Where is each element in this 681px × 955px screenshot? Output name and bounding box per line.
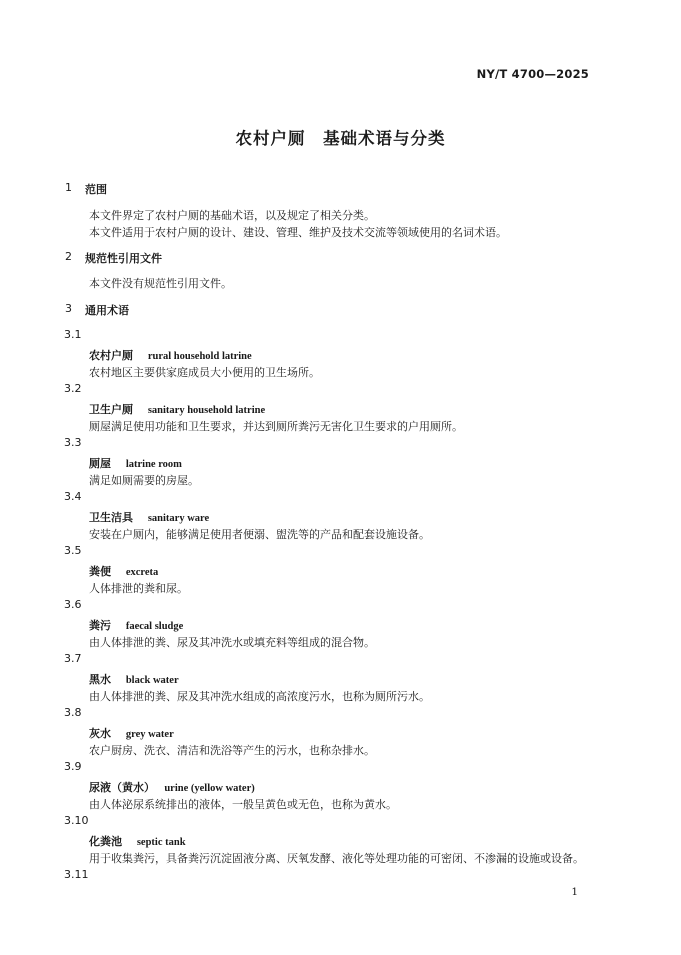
term-entry bbox=[89, 617, 183, 633]
term-number: 3.1 bbox=[64, 328, 82, 341]
term-definition: 由人体泌尿系统排出的液体，一般呈黄色或无色，也称为黄水。 bbox=[89, 798, 397, 811]
term-number: 3.9 bbox=[64, 760, 82, 773]
term-english: sanitary ware bbox=[147, 513, 210, 524]
term-number: 3.10 bbox=[64, 814, 89, 827]
term-entry bbox=[89, 671, 179, 687]
term-entry bbox=[89, 725, 174, 741]
term-definition: 满足如厕需要的房屋。 bbox=[89, 474, 199, 487]
term-entry bbox=[89, 401, 265, 417]
term-number: 3.4 bbox=[64, 490, 82, 503]
term-english: rural household latrine bbox=[147, 351, 252, 362]
term-english: urine (yellow water) bbox=[164, 783, 255, 794]
term-chinese: 卫生洁具 bbox=[89, 511, 133, 524]
term-number: 3.3 bbox=[64, 436, 82, 449]
document-code: NY/T 4700—2025 bbox=[476, 67, 589, 81]
term-entry bbox=[89, 347, 252, 363]
term-entry bbox=[89, 833, 186, 849]
term-definition: 由人体排泄的粪、尿及其冲洗水组成的高浓度污水，也称为厕所污水。 bbox=[89, 690, 430, 703]
term-english: grey water bbox=[125, 729, 174, 740]
term-number: 3.5 bbox=[64, 544, 82, 557]
term-definition: 农户厨房、洗衣、清洁和洗浴等产生的污水，也称杂排水。 bbox=[89, 744, 375, 757]
section-title: 通用术语 bbox=[85, 304, 129, 317]
term-number: 3.8 bbox=[64, 706, 82, 719]
term-definition: 用于收集粪污，具备粪污沉淀固液分离、厌氧发酵、液化等处理功能的可密闭、不渗漏的设施或设备。 bbox=[89, 852, 584, 865]
term-number: 3.2 bbox=[64, 382, 82, 395]
term-number: 3.6 bbox=[64, 598, 82, 611]
section-number: 3 bbox=[65, 302, 72, 315]
term-english: excreta bbox=[125, 567, 159, 578]
section-number: 1 bbox=[65, 181, 72, 194]
term-definition: 人体排泄的粪和尿。 bbox=[89, 582, 188, 595]
term-chinese: 厕屋 bbox=[89, 457, 111, 470]
term-entry bbox=[89, 455, 182, 471]
term-english: septic tank bbox=[136, 837, 186, 848]
term-chinese: 卫生户厕 bbox=[89, 403, 133, 416]
term-chinese: 化粪池 bbox=[89, 835, 122, 848]
term-definition: 由人体排泄的粪、尿及其冲洗水或填充料等组成的混合物。 bbox=[89, 636, 375, 649]
term-entry bbox=[89, 779, 255, 795]
term-entry bbox=[89, 509, 209, 525]
term-english: latrine room bbox=[125, 459, 182, 470]
term-definition: 安装在户厕内，能够满足使用者便溺、盥洗等的产品和配套设施设备。 bbox=[89, 528, 430, 541]
paragraph: 本文件没有规范性引用文件。 bbox=[89, 277, 232, 290]
paragraph: 本文件界定了农村户厕的基础术语，以及规定了相关分类。 bbox=[89, 209, 375, 222]
term-definition: 厕屋满足使用功能和卫生要求，并达到厕所粪污无害化卫生要求的户用厕所。 bbox=[89, 420, 463, 433]
section-title: 规范性引用文件 bbox=[85, 252, 162, 265]
term-chinese: 尿液（黄水） bbox=[89, 781, 150, 794]
term-chinese: 粪便 bbox=[89, 565, 111, 578]
section-number: 2 bbox=[65, 250, 72, 263]
term-entry bbox=[89, 563, 158, 579]
term-chinese: 粪污 bbox=[89, 619, 111, 632]
document-title: 农村户厕 基础术语与分类 bbox=[235, 129, 446, 148]
term-chinese: 黑水 bbox=[89, 673, 111, 686]
term-english: sanitary household latrine bbox=[147, 405, 266, 416]
term-chinese: 农村户厕 bbox=[89, 349, 133, 362]
term-number: 3.11 bbox=[64, 868, 89, 881]
term-english: black water bbox=[125, 675, 179, 686]
term-number: 3.7 bbox=[64, 652, 82, 665]
page-number: 1 bbox=[571, 886, 578, 898]
paragraph: 本文件适用于农村户厕的设计、建设、管理、维护及技术交流等领域使用的名词术语。 bbox=[89, 226, 507, 239]
term-chinese: 灰水 bbox=[89, 727, 111, 740]
section-title: 范围 bbox=[85, 183, 107, 196]
term-definition: 农村地区主要供家庭成员大小便用的卫生场所。 bbox=[89, 366, 320, 379]
term-english: faecal sludge bbox=[125, 621, 184, 632]
